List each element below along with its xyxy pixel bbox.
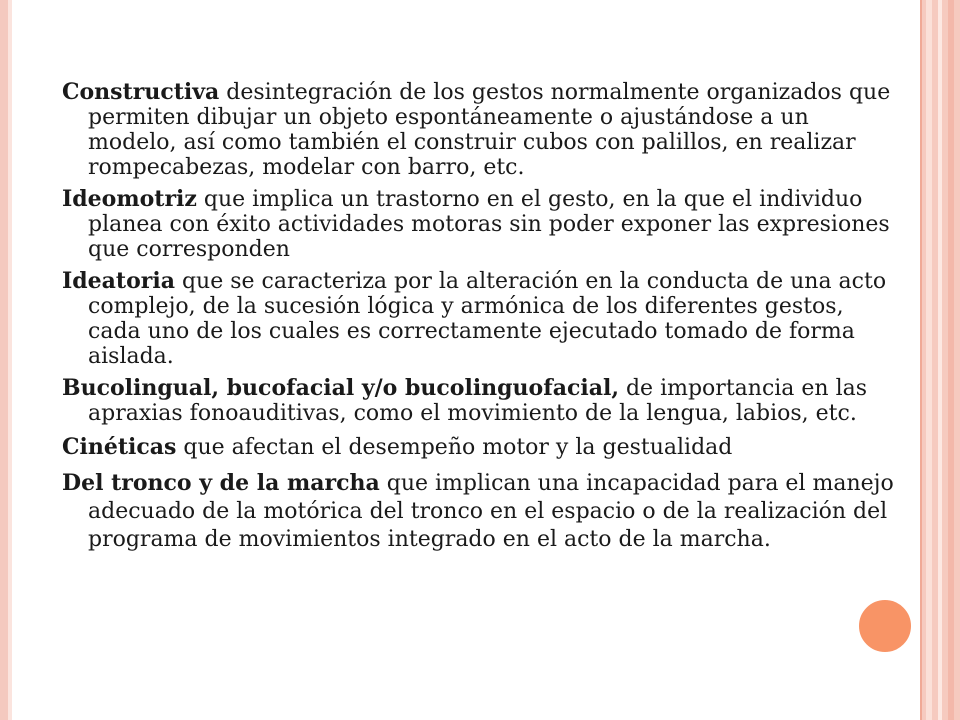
item-description: que se caracteriza por la alteración en la conducta de una acto complejo, de la sucesión lógica y armónica de los diferentes gestos, cada uno de los cuales es correctamente ejecutado tomado de forma aislada. — [88, 269, 887, 369]
item-description: que implican una incapacidad para el manejo adecuado de la motórica del tronco en el espacio o de la realización del programa de movimientos integrado en el acto de la marcha. — [88, 471, 894, 552]
item-term: Ideomotriz — [62, 186, 197, 212]
list-item-bucolingual — [62, 376, 902, 426]
left-frame-inner-border — [8, 0, 12, 720]
left-frame-border — [0, 0, 8, 720]
item-description: que afectan el desempeño motor y la gestualidad — [176, 435, 733, 460]
accent-circle-decoration — [856, 597, 914, 655]
list-item-ideatoria — [62, 269, 902, 369]
item-term: Constructiva — [62, 79, 220, 105]
list-item-constructiva — [62, 80, 902, 180]
right-frame-stripe — [926, 0, 932, 720]
item-term: Ideatoria — [62, 268, 175, 294]
slide-content — [62, 80, 902, 561]
list-item-ideomotriz — [62, 187, 902, 262]
item-description: de importancia en las apraxias fonoauditivas, como el movimiento de la lengua, labios, etc. — [88, 376, 868, 426]
right-frame-stripe — [948, 0, 954, 720]
item-description: desintegración de los gestos normalmente organizados que permiten dibujar un objeto espontáneamente o ajustándose a un modelo, así como también el construir cubos con palillos, en realizar rompecabezas, modelar con barro, etc. — [88, 80, 891, 180]
item-term: Cinéticas — [62, 434, 177, 460]
list-item-tronco-marcha — [62, 469, 902, 554]
list-item-cineticas — [62, 433, 902, 462]
item-description: que implica un trastorno en el gesto, en la que el individuo planea con éxito actividades motoras sin poder exponer las expresiones que corresponden — [88, 187, 890, 262]
item-term: Bucolingual, bucofacial y/o bucolinguofacial, — [62, 375, 619, 401]
item-term: Del tronco y de la marcha — [62, 470, 380, 496]
right-frame-stripe — [938, 0, 942, 720]
